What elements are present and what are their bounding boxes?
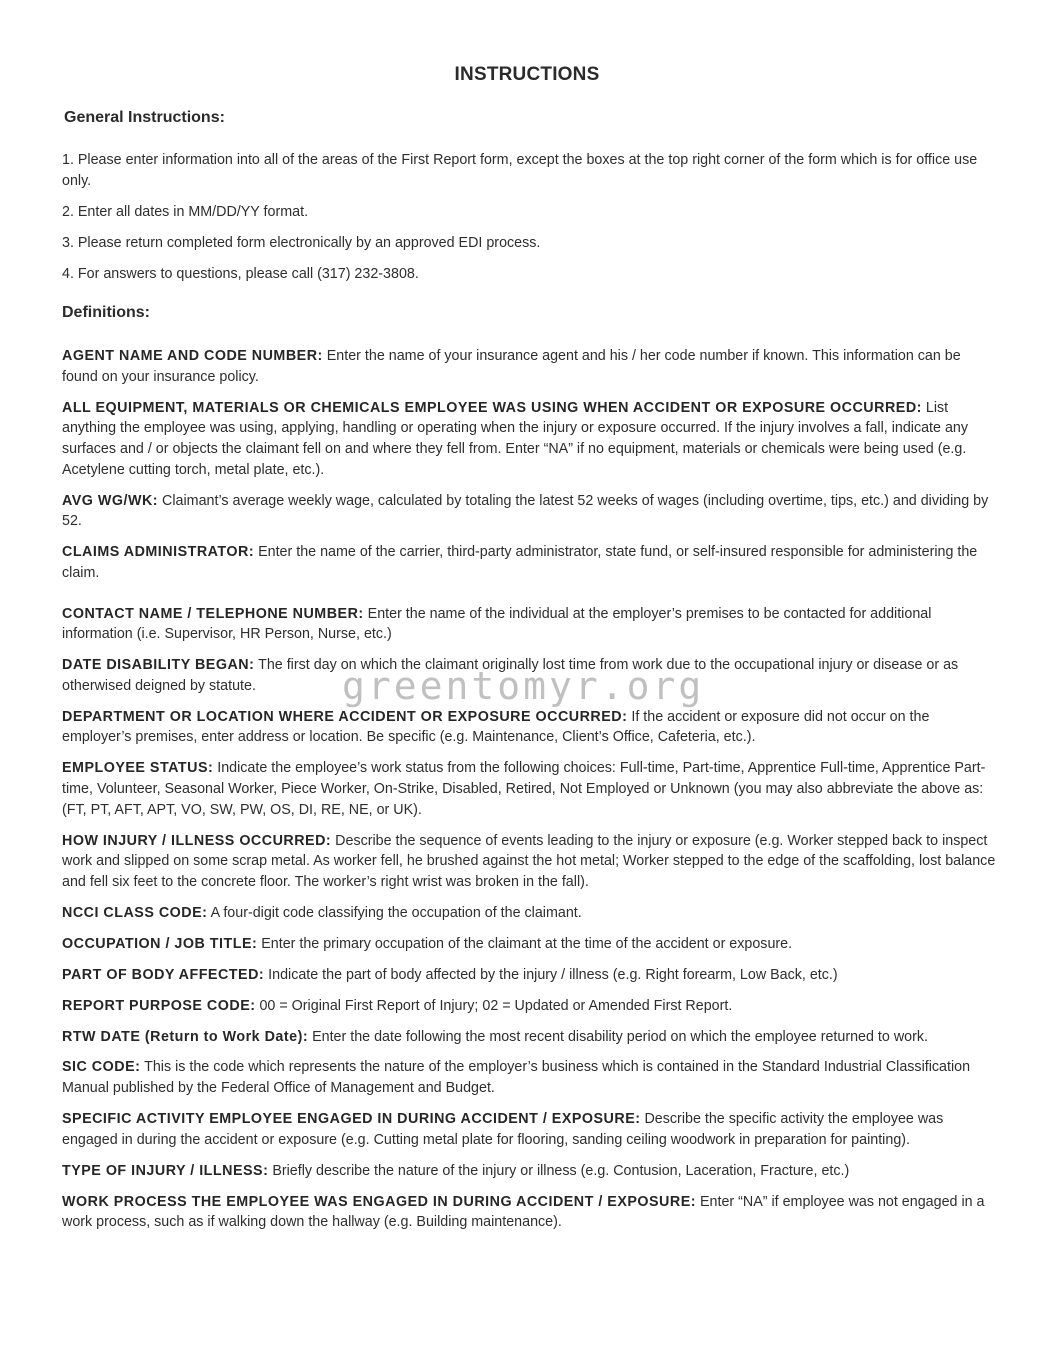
definition-text: If the accident or exposure did not occur on the employer’s premises, enter address or location. Be specific (e.g. Maintenance, Client’s Office, Cafeteria, etc.). (62, 708, 930, 746)
definition-term: HOW INJURY / ILLNESS OCCURRED: (62, 832, 332, 849)
definition-text: Enter the name of your insurance agent and his / her code number if known. This information can be found on your insurance policy. (62, 348, 961, 385)
definition-term: RTW DATE (Return to Work Date): (62, 1028, 309, 1045)
definition-term: WORK PROCESS THE EMPLOYEE WAS ENGAGED IN DURING ACCIDENT / EXPOSURE: (62, 1193, 696, 1210)
definition-text: Enter the primary occupation of the claimant at the time of the accident or exposure. (261, 935, 793, 952)
definition-term: SPECIFIC ACTIVITY EMPLOYEE ENGAGED IN DURING ACCIDENT / EXPOSURE: (62, 1111, 641, 1128)
definition-entry (62, 491, 996, 532)
definition-term: REPORT PURPOSE CODE: (62, 997, 256, 1014)
watermark: greentomyr.org (342, 664, 705, 708)
general-item: 1. Please enter information into all of the areas of the First Report form, except the boxes at the top right corner of the form which is for office use only. (62, 152, 978, 189)
definition-term: TYPE OF INJURY / ILLNESS: (62, 1162, 269, 1179)
definition-term: PART OF BODY AFFECTED: (62, 966, 265, 983)
definition-term: DEPARTMENT OR LOCATION WHERE ACCIDENT OR EXPOSURE OCCURRED: (62, 708, 628, 725)
definition-entry (62, 758, 996, 820)
definition-term: ALL EQUIPMENT, MATERIALS OR CHEMICALS EMPLOYEE WAS USING WHEN ACCIDENT OR EXPOSURE OCCURRED: (62, 399, 922, 416)
definition-entry (62, 1109, 996, 1150)
definition-entry (62, 1057, 996, 1098)
definition-entry (62, 346, 996, 387)
general-instructions-list (62, 150, 992, 295)
page-title: INSTRUCTIONS (454, 64, 600, 85)
definition-text: Enter the name of the carrier, third-party administrator, state fund, or self-insured responsible for administering the claim. (62, 544, 978, 581)
definition-entry (62, 398, 996, 481)
definition-entry (62, 934, 996, 955)
definition-term: CLAIMS ADMINISTRATOR: (62, 544, 255, 561)
general-item: 2. Enter all dates in MM/DD/YY format. (62, 203, 309, 220)
definitions-heading: Definitions: (62, 304, 150, 321)
definition-term: CONTACT NAME / TELEPHONE NUMBER: (62, 605, 364, 622)
general-item: 4. For answers to questions, please call (317) 232-3808. (62, 265, 419, 282)
general-item: 3. Please return completed form electronically by an approved EDI process. (62, 234, 541, 251)
definition-entry (62, 655, 996, 696)
definition-entry (62, 1192, 996, 1233)
definition-entry (62, 831, 996, 893)
definition-entry (62, 1161, 996, 1182)
definition-text: Describe the sequence of events leading to the injury or exposure (e.g. Worker stepped back to inspect work and slipped on some scrap metal. As worker fell, he brushed against the hot metal; Worker stepped to the edge of the scaffolding, lost balance and fell six feet to the concrete floor. The worker’s right wrist was broken in the fall). (62, 832, 996, 891)
definition-entry (62, 903, 996, 924)
definition-text: A four-digit code classifying the occupation of the claimant. (210, 904, 582, 921)
definition-text: Enter “NA” if employee was not engaged in a work process, such as if walking down the hallway (e.g. Building maintenance). (62, 1193, 985, 1231)
definition-entry (62, 965, 996, 986)
definition-term: OCCUPATION / JOB TITLE: (62, 935, 258, 952)
definition-term: AVG WG/WK: (62, 492, 159, 509)
definition-text: Briefly describe the nature of the injury or illness (e.g. Contusion, Laceration, Fracture, etc.) (272, 1162, 850, 1179)
definition-text: 00 = Original First Report of Injury; 02 = Updated or Amended First Report. (259, 997, 733, 1014)
definition-term: EMPLOYEE STATUS: (62, 760, 214, 777)
definition-entry (62, 542, 996, 583)
general-instructions-heading: General Instructions: (64, 109, 225, 126)
definition-term: NCCI CLASS CODE: (62, 904, 208, 921)
definition-text: Claimant’s average weekly wage, calculated by totaling the latest 52 weeks of wages (including overtime, tips, etc.) and dividing by 52. (62, 492, 989, 530)
definition-text: The first day on which the claimant originally lost time from work due to the occupational injury or disease or as otherwised deigned by statute. (62, 657, 959, 694)
definition-text: List anything the employee was using, applying, handling or operating when the injury or exposure occurred. If the injury involves a fall, indicate any surfaces and / or objects the claimant fell on and where they fell from. Enter “NA” if no equipment, materials or chemicals were being used (e.g. Acetylene cutting torch, metal plate, etc.). (62, 399, 969, 478)
definition-entry (62, 996, 996, 1017)
definition-term: SIC CODE: (62, 1059, 141, 1076)
definition-text: Indicate the part of body affected by the injury / illness (e.g. Right forearm, Low Back, etc.) (268, 966, 838, 983)
definition-term: AGENT NAME AND CODE NUMBER: (62, 348, 323, 364)
definition-term: DATE DISABILITY BEGAN: (62, 657, 255, 674)
definition-entry (62, 604, 996, 645)
definitions-list (62, 346, 996, 1243)
definition-text: Enter the date following the most recent disability period on which the employee returned to work. (312, 1028, 928, 1045)
definition-entry (62, 1027, 996, 1048)
definition-text: This is the code which represents the nature of the employer’s business which is contained in the Standard Industrial Classification Manual published by the Federal Office of Management and Budget. (62, 1059, 971, 1097)
definition-text: Describe the specific activity the employee was engaged in during the accident or exposure (e.g. Cutting metal plate for flooring, sanding ceiling woodwork in preparation for painting). (62, 1111, 944, 1148)
definition-text: Indicate the employee’s work status from the following choices: Full-time, Part-time, Apprentice Full-time, Apprentice Part-time, Volunteer, Seasonal Worker, Piece Worker, On-Strike, Disabled, Retired, Not Employed or Unknown (you may also abbreviate the above as: (FT, PT, AFT, APT, VO, SW, PW, OS, DI, RE, NE, or UK). (62, 760, 986, 818)
definition-entry (62, 707, 996, 748)
definition-text: Enter the name of the individual at the employer’s premises to be contacted for additional information (i.e. Supervisor, HR Person, Nurse, etc.) (62, 605, 932, 643)
